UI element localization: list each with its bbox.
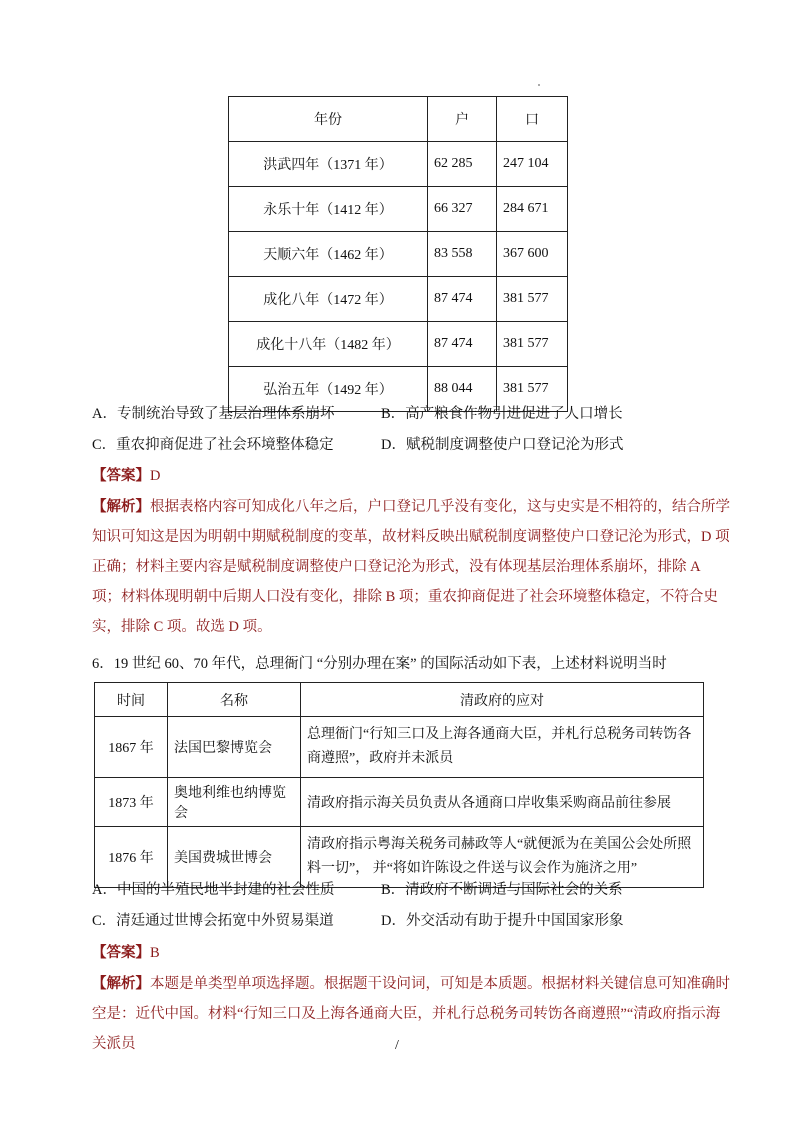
cell-name: 美国费城世博会 [168, 827, 301, 888]
scan-dot [538, 84, 540, 86]
table-row [229, 232, 568, 277]
q6-answer [92, 943, 160, 963]
answer-value: D [150, 468, 161, 484]
header-time: 时间 [95, 683, 168, 717]
table-row [229, 277, 568, 322]
expo-table [94, 682, 704, 888]
table-row [229, 322, 568, 367]
q6-analysis [92, 969, 732, 1052]
cell-households: 66 327 [428, 187, 497, 232]
header-response: 清政府的应对 [301, 683, 704, 717]
cell-response: 清政府指示粤海关税务司赫政等人“就便派为在美国公会处所照料一切”， 并“将如许陈设之件送与议会作为施济之用” [301, 827, 704, 888]
table-header-row [95, 683, 704, 717]
analysis-text: 本题是单类型单项选择题。根据题干设问词，可知是本质题。根据材料关键信息可知准确时空是：近代中国。材料“行知三口及上海各通商大臣，并札行总税务司转饬各商遵照”“清政府指示海关派员 [92, 976, 730, 1052]
q6-option-d: D．外交活动有助于提升中国国家形象 [381, 913, 624, 929]
cell-time: 1876 年 [95, 827, 168, 888]
cell-year: 天顺六年（1462 年） [229, 232, 428, 277]
q6-option-c: C．清廷通过世博会拓宽中外贸易渠道 [92, 913, 334, 929]
table-row [95, 717, 704, 778]
table-row [95, 827, 704, 888]
cell-population: 247 104 [497, 142, 568, 187]
analysis-tag: 【解析】 [92, 976, 150, 992]
cell-name: 法国巴黎博览会 [168, 717, 301, 778]
cell-response: 总理衙门“行知三口及上海各通商大臣，并札行总税务司转饬各商遵照”，政府并未派员 [301, 717, 704, 778]
table-header-row [229, 97, 568, 142]
header-households: 户 [428, 97, 497, 142]
cell-population: 381 577 [497, 277, 568, 322]
cell-population: 367 600 [497, 232, 568, 277]
cell-year: 永乐十年（1412 年） [229, 187, 428, 232]
q5-option-d: D．赋税制度调整使户口登记沦为形式 [381, 437, 624, 453]
answer-value: B [150, 945, 160, 961]
population-table [228, 96, 568, 412]
analysis-tag: 【解析】 [92, 499, 150, 515]
header-population: 口 [497, 97, 568, 142]
cell-year: 成化十八年（1482 年） [229, 322, 428, 367]
cell-households: 87 474 [428, 277, 497, 322]
cell-time: 1867 年 [95, 717, 168, 778]
answer-tag: 【答案】 [92, 468, 150, 484]
cell-households: 62 285 [428, 142, 497, 187]
page-mark: / [395, 1038, 399, 1053]
cell-year: 弘治五年（1492 年） [229, 367, 428, 412]
cell-households: 87 474 [428, 322, 497, 367]
table-row [95, 778, 704, 827]
analysis-text: 根据表格内容可知成化八年之后，户口登记几乎没有变化，这与史实是不相符的，结合所学知识可知这是因为明朝中期赋税制度的变革，故材料反映出赋税制度调整使户口登记沦为形式，D 项正确；材料主要内容是赋税制度调整使户口登记沦为形式，没有体现基层治理体系崩坏，排除 A 项；材料体现明朝中后期人口没有变化，排除 B 项；重农抑商促进了社会环境整体稳定，不符合史实，排除 C 项。故选 D 项。 [92, 499, 730, 635]
table-row [229, 187, 568, 232]
cell-response: 清政府指示海关员负责从各通商口岸收集采购商品前往参展 [301, 778, 704, 827]
cell-population: 284 671 [497, 187, 568, 232]
cell-year: 成化八年（1472 年） [229, 277, 428, 322]
cell-year: 洪武四年（1371 年） [229, 142, 428, 187]
q5-analysis [92, 492, 732, 642]
q5-option-a: A．专制统治导致了基层治理体系崩坏 [92, 406, 335, 422]
q5-option-b: B．高产粮食作物引进促进了人口增长 [381, 406, 623, 422]
q5-option-c: C．重农抑商促进了社会环境整体稳定 [92, 437, 334, 453]
q6-stem: 6．19 世纪 60、70 年代，总理衙门 “分别办理在案” 的国际活动如下表，上述材料说明当时 [92, 656, 667, 672]
header-name: 名称 [168, 683, 301, 717]
cell-households: 83 558 [428, 232, 497, 277]
header-year: 年份 [229, 97, 428, 142]
table-row [229, 142, 568, 187]
q6-option-b: B．清政府不断调适与国际社会的关系 [381, 882, 623, 898]
q6-option-a: A．中国的半殖民地半封建的社会性质 [92, 882, 335, 898]
cell-name: 奥地利维也纳博览会 [168, 778, 301, 827]
cell-time: 1873 年 [95, 778, 168, 827]
cell-population: 381 577 [497, 367, 568, 412]
q5-answer [92, 466, 160, 486]
cell-population: 381 577 [497, 322, 568, 367]
answer-tag: 【答案】 [92, 945, 150, 961]
cell-households: 88 044 [428, 367, 497, 412]
